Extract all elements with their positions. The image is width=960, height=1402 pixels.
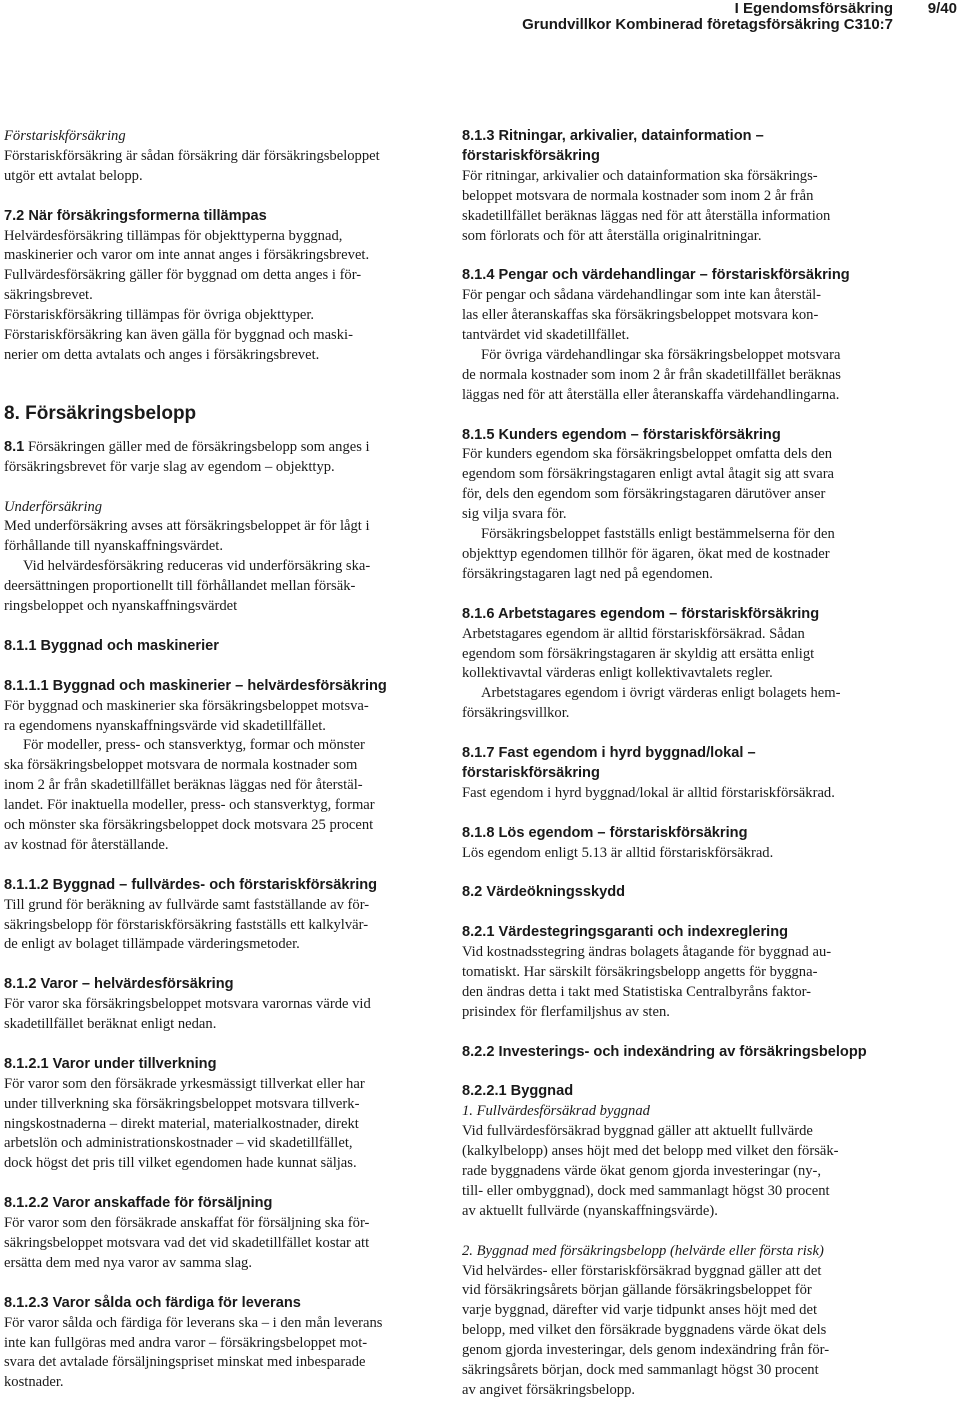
paragraph: av angivet försäkringsbelopp.	[462, 1381, 636, 1398]
paragraph: Fullvärdesförsäkring gäller för byggnad om detta anges i för-	[4, 267, 362, 284]
section-heading-8-1-1-1: 8.1.1.1 Byggnad och maskinerier – helvärdesförsäkring	[4, 677, 387, 694]
paragraph: försäkringstagaren lagt ned på egendomen.	[462, 565, 713, 582]
paragraph: Vid kostnadsstegring ändras bolagets åtagande för byggnad au-	[462, 944, 832, 961]
section-heading-8-1-3: 8.1.3 Ritningar, arkivalier, datainformation –	[462, 128, 764, 144]
paragraph: inom 2 år från skadetillfället beräknas läggas ned för återstäl-	[4, 777, 363, 794]
paragraph: För varor som den försäkrade yrkesmässigt tillverkat eller har	[4, 1075, 365, 1092]
paragraph: och mönster ska försäkringsbeloppet dock motsvara 25 procent	[4, 817, 374, 834]
paragraph: deersättningen proportionellt till förhållandet mellan försäk-	[4, 578, 356, 595]
paragraph: Förstariskförsäkring är sådan försäkring där försäkringsbeloppet	[4, 147, 380, 164]
paragraph: försäkringsbrevet för varje slag av egendom – objekttyp.	[4, 458, 335, 475]
paragraph: Vid fullvärdesförsäkrad byggnad gäller att aktuellt fullvärde	[462, 1123, 813, 1140]
paragraph: säkringsbrevet.	[4, 287, 93, 304]
paragraph: Arbetstagares egendom är alltid förstariskförsäkrad. Sådan	[462, 625, 805, 642]
section-heading-8-1-8: 8.1.8 Lös egendom – förstariskförsäkring	[462, 824, 748, 841]
paragraph: svara det avtalade försäljningspriset minskat med inbesparade	[4, 1354, 366, 1371]
section-heading-8-1-2: 8.1.2 Varor – helvärdesförsäkring	[4, 976, 234, 993]
header-section-title: I Egendomsförsäkring	[734, 0, 893, 17]
section-heading-8-1-5: 8.1.5 Kunders egendom – förstariskförsäkring	[462, 426, 781, 443]
paragraph: Förstariskförsäkring kan även gälla för byggnad och maski-	[4, 327, 353, 344]
section-heading-8-1-7-cont: förstariskförsäkring	[462, 764, 600, 781]
paragraph: försäkringsvillkor.	[462, 705, 570, 722]
paragraph: maskinerier och varor om inte annat anges i försäkringsbrevet.	[4, 247, 370, 264]
paragraph: För övriga värdehandlingar ska försäkringsbeloppet motsvara	[481, 346, 841, 363]
paragraph: Helvärdesförsäkring tillämpas för objekttyperna byggnad,	[4, 227, 343, 244]
paragraph: Vid helvärdesförsäkring reduceras vid underförsäkring ska-	[23, 558, 371, 575]
list-item-heading: 2. Byggnad med försäkringsbelopp (helvärde eller första risk)	[462, 1242, 824, 1259]
paragraph: För varor som den försäkrade anskaffat för försäljning ska för-	[4, 1215, 370, 1232]
paragraph: som förlorats och för att återställa originalritningar.	[462, 227, 762, 244]
page-number: 9/40	[927, 0, 957, 17]
paragraph: Lös egendom enligt 5.13 är alltid förstariskförsäkrad.	[462, 844, 774, 861]
paragraph: Vid helvärdes- eller förstariskförsäkrad byggnad gäller att det	[462, 1262, 822, 1279]
paragraph: prisindex för flerfamiljshus av sten.	[462, 1003, 670, 1020]
paragraph: läggas ned för att återställa eller återanskaffa värdehandlingarna.	[462, 386, 840, 403]
paragraph: belopp, med vilket den försäkrade byggnadens värde ökat dels	[462, 1322, 827, 1339]
section-heading-8-2: 8.2 Värdeökningsskydd	[462, 884, 626, 901]
paragraph: sig vilja svara för.	[462, 506, 567, 523]
paragraph: För modeller, press- och stansverktyg, formar och mönster	[23, 737, 365, 754]
paragraph-8-1	[4, 438, 441, 458]
paragraph: genom gjorda investeringar, dels genom indexändring från för-	[462, 1342, 830, 1359]
paragraph: Till grund för beräkning av fullvärde samt fastställande av för-	[4, 896, 370, 913]
header-document-title: Grundvillkor Kombinerad företagsförsäkring C310:7	[522, 16, 893, 33]
paragraph: tomatiskt. Har särskilt försäkringsbelopp angetts för byggna-	[462, 963, 818, 980]
section-heading-8-2-2: 8.2.2 Investerings- och indexändring av försäkringsbelopp	[462, 1043, 867, 1060]
paragraph: För varor sålda och färdiga för leverans ska – i den mån leverans	[4, 1314, 383, 1331]
section-heading-7-2: 7.2 När försäkringsformerna tillämpas	[4, 207, 267, 224]
paragraph: för, dels den egendom som försäkringstagaren därutöver anser	[462, 486, 826, 503]
paragraph: de enligt av bolaget tillämpade värderingsmetoder.	[4, 936, 300, 953]
paragraph: arbetslön och administrationskostnader – vid skadetillfället,	[4, 1135, 353, 1152]
right-column	[462, 127, 900, 1401]
paragraph: Arbetstagares egendom i övrigt värderas enligt bolagets hem-	[481, 685, 841, 702]
paragraph: rade byggnadens värde ökat genom gjorda investeringar (ny-,	[462, 1162, 822, 1179]
paragraph-text: Försäkringen gäller med de försäkringsbelopp som anges i	[24, 438, 370, 455]
term-forstariskforsakring: Förstariskförsäkring	[4, 128, 126, 144]
paragraph: av kostnad för återställande.	[4, 836, 169, 853]
paragraph: säkringsbeloppet motsvara vad det vid skadetillfället kostar att	[4, 1235, 370, 1251]
section-heading-8-1-2-2: 8.1.2.2 Varor anskaffade för försäljning	[4, 1195, 273, 1212]
paragraph: säkringsårets början, dock med sammanlagt högst 30 procent	[462, 1362, 819, 1379]
paragraph: tantvärdet vid skadetillfället.	[462, 327, 630, 344]
paragraph: (kalkylbelopp) anses höjt med det belopp med vilket den försäk-	[462, 1143, 839, 1160]
paragraph: egendom som försäkringstagaren är skyldig att ersätta enligt	[462, 645, 815, 662]
paragraph: den ändras detta i takt med Statistiska Centralbyråns faktor-	[462, 983, 812, 1000]
paragraph: utgör ett avtalat belopp.	[4, 167, 143, 184]
term-underforsakring: Underförsäkring	[4, 498, 103, 515]
paragraph: skadetillfället beräknat enligt nedan.	[4, 1016, 217, 1033]
section-heading-8-1-2-1: 8.1.2.1 Varor under tillverkning	[4, 1055, 217, 1072]
paragraph: Med underförsäkring avses att försäkringsbeloppet är för lågt i	[4, 518, 370, 535]
paragraph: För pengar och sådana värdehandlingar som inte kan återstäl-	[462, 287, 822, 304]
paragraph: Försäkringsbeloppet fastställs enligt bestämmelserna för den	[481, 526, 835, 543]
paragraph: ra egendomens nyanskaffningsvärde vid skadetillfället.	[4, 717, 326, 734]
paragraph: vid försäkringsårets början gällande försäkringsbeloppet för	[462, 1282, 812, 1299]
paragraph: inte kan fullgöras med andra varor – försäkringsbeloppet mot-	[4, 1334, 368, 1351]
list-item-heading: 1. Fullvärdesförsäkrad byggnad	[462, 1103, 650, 1120]
paragraph: förhållande till nyanskaffningsvärdet.	[4, 538, 223, 555]
paragraph: varje byggnad, därefter vid varje tidpunkt anses höjt med det	[462, 1302, 818, 1319]
paragraph: För ritningar, arkivalier och datainformation ska försäkrings-	[462, 167, 818, 184]
paragraph: objekttyp egendomen tillhör för ägaren, ökat med de kostnader	[462, 546, 830, 562]
paragraph: ersätta dem med nya varor av samma slag.	[4, 1254, 253, 1271]
paragraph: nerier om detta avtalats och anges i försäkringsbrevet.	[4, 346, 320, 363]
paragraph: egendom som försäkringstagaren enligt avtal åtagit sig att svara	[462, 466, 835, 483]
section-heading-8-2-2-1: 8.2.2.1 Byggnad	[462, 1083, 574, 1100]
paragraph: las eller återanskaffas ska försäkringsbeloppet motsvara kon-	[462, 307, 819, 324]
section-heading-8-1-1: 8.1.1 Byggnad och maskinerier	[4, 637, 219, 654]
paragraph: av aktuellt fullvärde (nyanskaffningsvärde).	[462, 1202, 718, 1219]
left-column	[4, 127, 441, 1393]
paragraph: För byggnad och maskinerier ska försäkringsbeloppet motsva-	[4, 697, 369, 714]
paragraph: Fast egendom i hyrd byggnad/lokal är alltid förstariskförsäkrad.	[462, 784, 835, 801]
paragraph: ska försäkringsbeloppet motsvara de normala kostnader som	[4, 757, 358, 774]
section-heading-8-1-2-3: 8.1.2.3 Varor sålda och färdiga för leverans	[4, 1294, 301, 1311]
paragraph: beloppet motsvara de normala kostnader som inom 2 år från	[462, 187, 814, 204]
section-heading-8: 8. Försäkringsbelopp	[4, 402, 197, 424]
section-heading-8-1-6: 8.1.6 Arbetstagares egendom – förstariskförsäkring	[462, 605, 820, 622]
paragraph: under tillverkning ska försäkringsbeloppet motsvara tillverk-	[4, 1095, 360, 1112]
section-heading-8-1-7: 8.1.7 Fast egendom i hyrd byggnad/lokal –	[462, 745, 756, 762]
page-header	[0, 0, 960, 40]
paragraph: ringsbeloppet och nyanskaffningsvärdet	[4, 598, 238, 615]
number-8-1: 8.1	[4, 438, 25, 455]
paragraph: till- eller ombyggnad), dock med sammanlagt högst 30 procent	[462, 1182, 830, 1199]
paragraph: kostnader.	[4, 1374, 64, 1391]
paragraph: ningskostnaderna – direkt material, materialkostnader, direkt	[4, 1115, 359, 1132]
section-heading-8-2-1: 8.2.1 Värdestegringsgaranti och indexreglering	[462, 924, 789, 941]
paragraph: För kunders egendom ska försäkringsbeloppet omfatta dels den	[462, 446, 833, 463]
paragraph: För varor ska försäkringsbeloppet motsvara varornas värde vid	[4, 996, 371, 1013]
paragraph: landet. För inaktuella modeller, press- och stansverktyg, formar	[4, 797, 375, 814]
paragraph: skadetillfället beräknas läggas ned för att återställa information	[462, 207, 831, 224]
section-heading-8-1-1-2: 8.1.1.2 Byggnad – fullvärdes- och förstariskförsäkring	[4, 876, 378, 893]
paragraph: dock högst det pris till vilket egendomen hade kunnat säljas.	[4, 1155, 357, 1172]
section-heading-8-1-3-cont: förstariskförsäkring	[462, 147, 600, 164]
paragraph: säkringsbelopp för förstariskförsäkring fastställs ett kalkylvär-	[4, 916, 369, 933]
paragraph: Förstariskförsäkring tillämpas för övriga objekttyper.	[4, 307, 315, 324]
paragraph: de normala kostnader som inom 2 år från skadetillfället beräknas	[462, 366, 841, 383]
paragraph: kollektivavtal värderas enligt kollektivavtalets regler.	[462, 665, 773, 682]
section-heading-8-1-4: 8.1.4 Pengar och värdehandlingar – förstariskförsäkring	[462, 267, 850, 284]
